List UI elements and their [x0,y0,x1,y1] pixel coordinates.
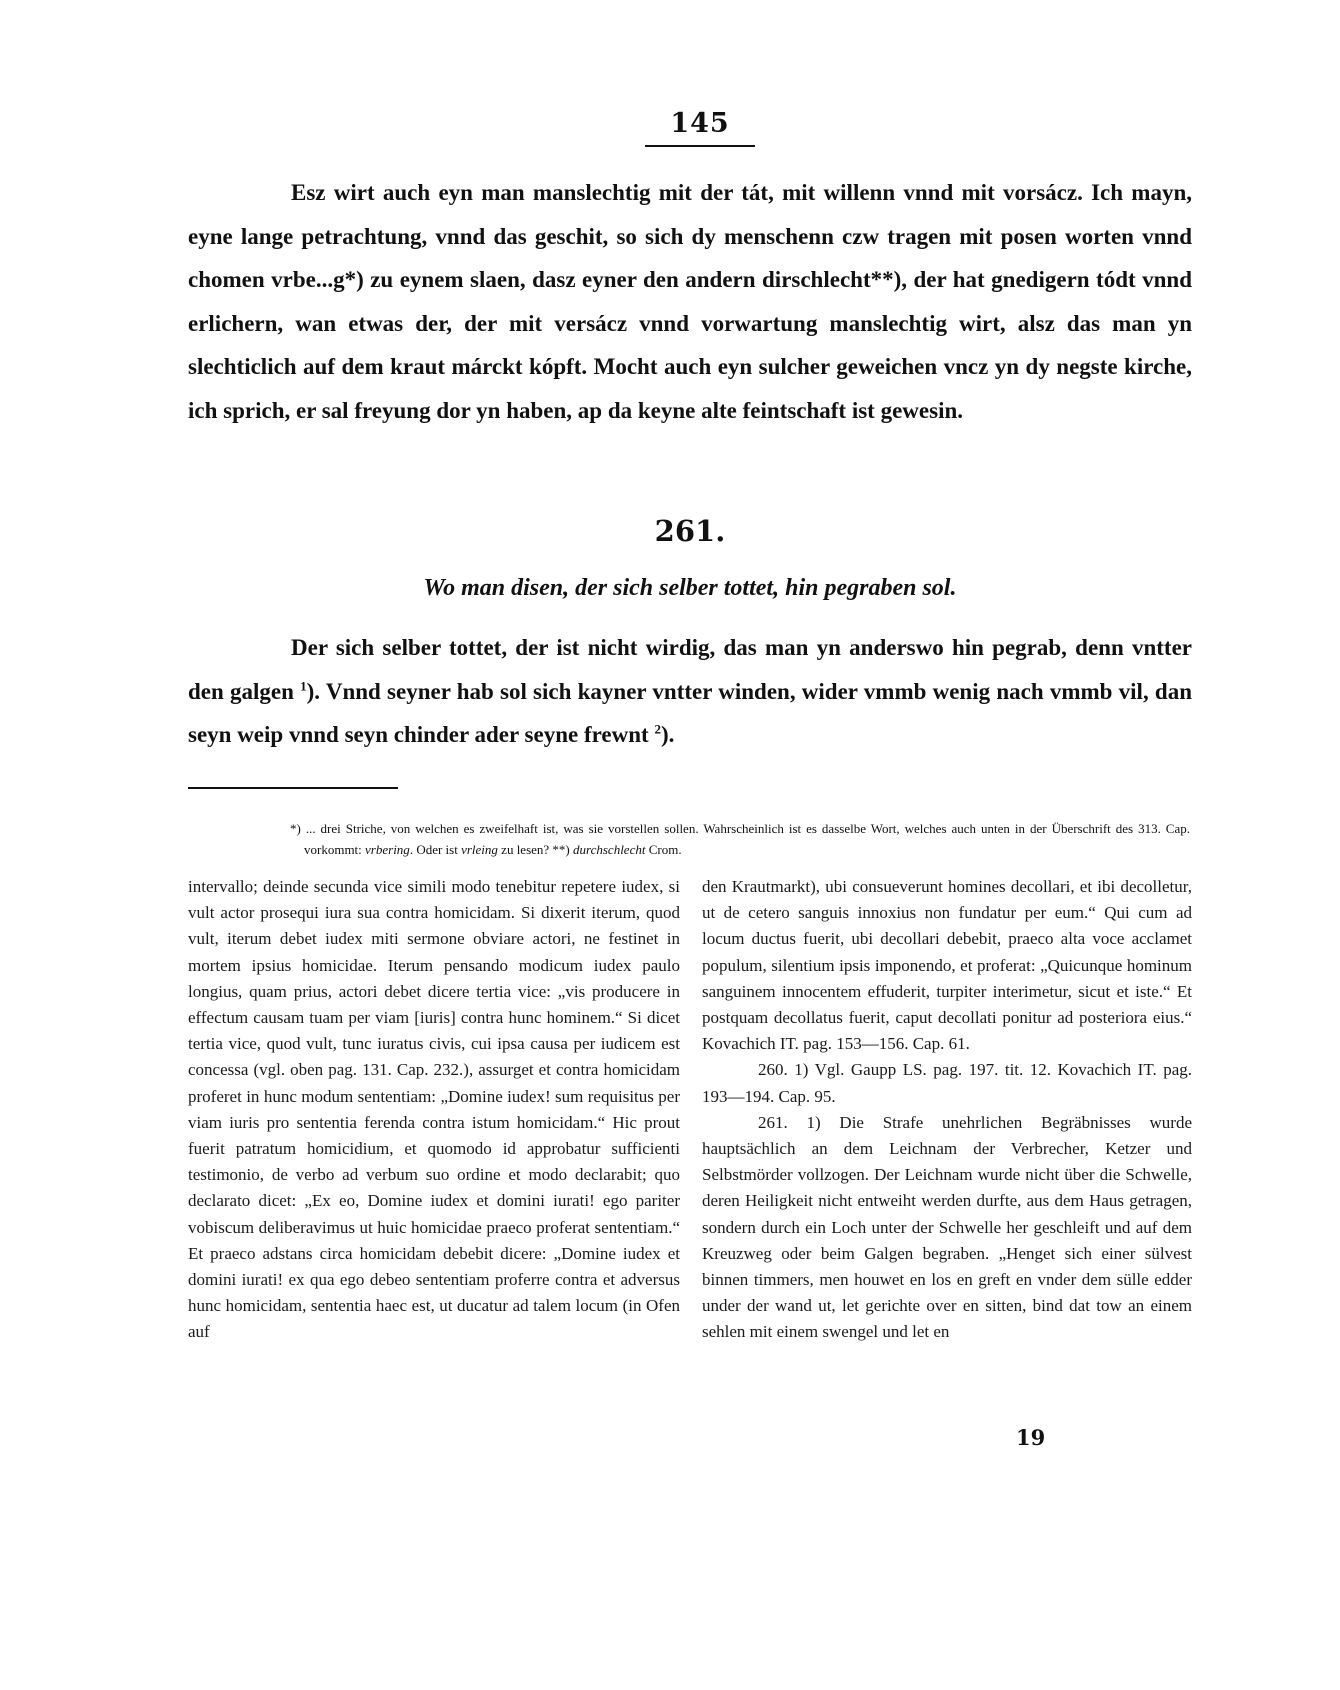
right-column-continuation: den Krautmarkt), ubi consueverunt homines decollari, et ibi decolletur, ut de cetero sanguis innoxius non fundatur per eum.“ Qui cum ad locum ductus fuerit, ubi decollari debebit, praeco alta voce acclamet populum, silentium ipsis imponendo, et proferat: „Quicunque hominum sanguinem innocentem effuderit, turpiter interimetur, sicut et iste.“ Et postquam decollatus fuerit, caput decollati ponitur ad posteriora eius.“ Kovachich IT. pag. 153—156. Cap. 61. [702,877,1192,1054]
footnote-part3: zu lesen? **) [497,842,574,857]
footnote-part1: *) ... drei Striche, von welchen es zweifelhaft ist, was sie vorstellen sollen. Wahrscheinlich ist es dasselbe Wort, welches auch unten in der Überschrift des 313. Cap. vorkommt: [290,821,1190,857]
note-260: 260. 1) Vgl. Gaupp LS. pag. 197. tit. 12. Kovachich IT. pag. 193—194. Cap. 95. [702,1060,1192,1106]
upper-paragraph: Esz wirt auch eyn man manslechtig mit der tát, mit willenn vnnd mit vorsácz. Ich mayn, eyne lange petrachtung, vnnd das geschit, so sich dy menschenn czw tragen mit posen worten vnnd chomen vrbe...g*) zu eynem slaen, dasz eyner den andern dirschlecht**), der hat gnedigern tódt vnnd erlichern, wan etwas der, der mit versácz vnnd vorwartung manslechtig wirt, alsz das man yn slechticlich auf dem kraut márckt kópft. Mocht auch eyn sulcher geweichen vncz yn dy negste kirche, ich sprich, er sal freyung dor yn haben, ap da keyne alte feintschaft ist gewesin. [188,180,1192,423]
right-column [702,874,1192,1346]
footnote [290,818,1190,860]
page-number-rule [645,145,755,147]
page-number: 145 [670,108,730,139]
section-body-block [188,626,1192,757]
section-title: Wo man disen, der sich selber tottet, hin pegraben sol. [423,575,957,601]
footnote-ref-1: 1 [300,677,307,693]
left-column [188,874,680,1346]
section-body [188,626,1192,757]
footnote-ref-2: 2 [654,721,661,737]
footnote-italic-2: vrleing [461,842,498,857]
section-body-part3: ). [660,722,675,747]
footnote-rule [188,787,398,789]
signature-mark: 19 [1016,1425,1046,1450]
section-number: 261. [654,514,726,548]
footnote-italic-1: vrbering [365,842,410,857]
footnote-part2: . Oder ist [409,842,462,857]
section-body-part1: Der sich selber tottet, der ist nicht wirdig, das man yn anderswo hin pegrab, denn vntter den galgen [188,635,1192,704]
left-column-text: intervallo; deinde secunda vice simili modo tenebitur repetere iudex, si vult actor prosequi iura sua contra homicidam. Si dixerit iterum, quod vult, iterum debet iudex miti sermone obviare actori, ne festinet in mortem ipsius homicidae. Iterum pensando modicum iudex paulo longius, quam prius, actori debet dicere tertia vice: „vis producere in effectum causam tuam per viam [iuris] contra hunc hominem.“ Si dicet tertia vice, quod vult, tunc iuratus civis, cui ipsa causa per iudicem est concessa (vgl. oben pag. 131. Cap. 232.), assurget et contra homicidam proferet in hunc modum sententiam: „Domine iudex! sum requisitus per viam iuris pro sententia ferenda contra istum homicidam.“ Hic prout fuerit patratum homicidium, et quomodo id approbatur sufficienti testimonio, de verbo ad verbum suo ordine et modo declarabit; quo declarato dicet: „Ex eo, Domine iudex et domini iurati! ego pariter vobiscum deliberavimus ut huic homicidae praeco proferat sententiam.“ Et praeco adstans circa homicidam debebit dicere: „Domine iudex et domini iurati! ex qua ego debeo sententiam proferre contra et adversus hunc homicidam, sententia haec est, ut ducatur ad talem locum (in Ofen auf [188,877,680,1342]
footnote-part4: Crom. [645,842,682,857]
upper-text-block [188,171,1192,432]
note-261: 261. 1) Die Strafe unehrlichen Begräbnisses wurde hauptsächlich an dem Leichnam der Verbrecher, Ketzer und Selbstmörder vollzogen. Der Leichnam wurde nicht über die Schwelle, deren Heiligkeit nicht entweiht werden durfte, aus dem Haus getragen, sondern durch ein Loch unter der Schwelle her geschleift und auf dem Kreuzweg oder beim Galgen begraben. „Henget sich einer sülvest binnen timmers, men houwet en los en greft en vnder dem sülle edder under der wand ut, let gerichte over en sitten, bind dat tow an einem sehlen mit einem swengel und let en [702,1112,1192,1342]
footnote-italic-3: durchschlecht [573,842,646,857]
section-body-part2: ). Vnnd seyner hab sol sich kayner vntter winden, wider vmmb wenig nach vmmb vil, dan seyn weip vnnd seyn chinder ader seyne frewnt [188,678,1192,747]
